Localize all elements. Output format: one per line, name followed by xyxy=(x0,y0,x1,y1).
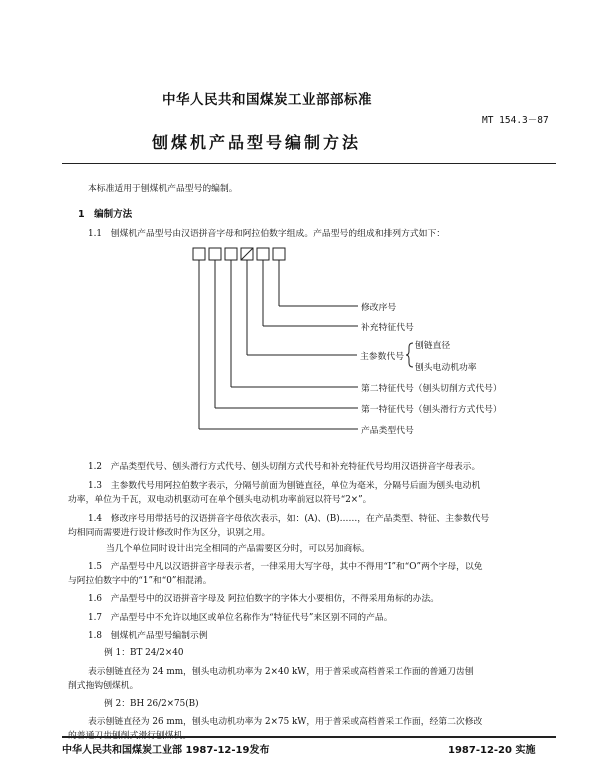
standard-title: 中华人民共和国煤炭工业部部标准 xyxy=(162,92,372,108)
paragraph-1-6: 1.6 产品型号中的汉语拼音字母及 阿拉伯数字的字体大小要相仿，不得采用角标的办法。 xyxy=(88,594,440,604)
label-first-feature: 第一特征代号（刨头滑行方式代号） xyxy=(361,405,502,415)
paragraph-1-5-line1: 1.5 产品型号中凡以汉语拼音字母表示者，一律采用大写字母，其中不得用“I”和“O”两个字母，以免 xyxy=(88,562,483,572)
paragraph-1-4-line3: 当几个单位同时设计出完全相同的产品需要区分时，可以另加商标。 xyxy=(106,544,370,554)
label-main-param-code: 主参数代号 xyxy=(360,352,404,362)
divider-slash xyxy=(241,248,253,260)
example-2-line2: 的普通刀齿刨削式滑行刨煤机。 xyxy=(68,731,192,741)
footer-divider xyxy=(62,736,556,740)
example-2-line1: 表示刨链直径为 26 mm，刨头电动机功率为 2×75 kW，用于普采或高档普采工作面，经第二次修改 xyxy=(88,717,483,727)
label-revision-code: 修改序号 xyxy=(361,303,397,313)
label-supplement-code: 补充特征代号 xyxy=(361,323,414,333)
code-box-2 xyxy=(209,248,221,260)
example-1-line1: 表示刨链直径为 24 mm，刨头电动机功率为 2×40 kW，用于普采或高档普采工作面的普通刀齿刨 xyxy=(88,667,474,677)
section-1-heading: 1 编制方法 xyxy=(78,209,133,220)
paragraph-1-7: 1.7 产品型号中不允许以地区或单位名称作为“特征代号”来区别不同的产品。 xyxy=(88,613,393,623)
label-product-type: 产品类型代号 xyxy=(361,426,414,436)
paragraph-1-5-line2: 与阿拉伯数字中的“1”和“0”相混淆。 xyxy=(68,576,212,586)
intro-paragraph: 本标准适用于刨煤机产品型号的编制。 xyxy=(88,184,238,194)
paragraph-1-1: 1.1 刨煤机产品型号由汉语拼音字母和阿拉伯数字组成。产品型号的组成和排列方式如下： xyxy=(88,229,446,239)
paragraph-1-2: 1.2 产品类型代号、刨头滑行方式代号、刨头切削方式代号和补充特征代号均用汉语拼音字母表示。 xyxy=(88,462,481,472)
paragraph-1-3-line2: 功率，单位为千瓦，双电动机驱动可在单个刨头电动机功率前冠以符号“2×”。 xyxy=(68,495,372,505)
paragraph-1-4-line2: 均相同而需要进行设计修改时作为区分，识别之用。 xyxy=(68,528,271,538)
code-box-6 xyxy=(273,248,285,260)
footer-approver: 中华人民共和国煤炭工业部 1987-12-19发布 xyxy=(62,745,270,756)
document-title: 刨煤机产品型号编制方法 xyxy=(152,133,362,152)
paragraph-1-3-line1: 1.3 主参数代号用阿拉伯数字表示，分隔号前面为刨链直径，单位为毫米，分隔号后面为刨头电动机 xyxy=(88,481,481,491)
standard-code: MT 154.3－87 xyxy=(482,115,549,126)
code-box-1 xyxy=(193,248,205,260)
paragraph-1-4-line1: 1.4 修改序号用带括号的汉语拼音字母依次表示，如：(A)、(B)……，在产品类型、特征、主参数代号 xyxy=(88,514,490,524)
example-1-line2: 削式拖钩刨煤机。 xyxy=(68,681,139,691)
code-box-5 xyxy=(257,248,269,260)
code-box-3 xyxy=(225,248,237,260)
footer-effective-date: 1987-12-20 实施 xyxy=(448,745,536,756)
label-chain-diameter: 刨链直径 xyxy=(415,341,451,351)
paragraph-1-8: 1.8 刨煤机产品型号编制示例 xyxy=(88,631,208,641)
label-second-feature: 第二特征代号（刨头切削方式代号） xyxy=(361,384,502,394)
example-1-title: 例 1：BT 24/2×40 xyxy=(104,648,184,658)
label-motor-power: 刨头电动机功率 xyxy=(415,363,477,373)
example-2-title: 例 2：BH 26/2×75(B) xyxy=(104,699,199,709)
